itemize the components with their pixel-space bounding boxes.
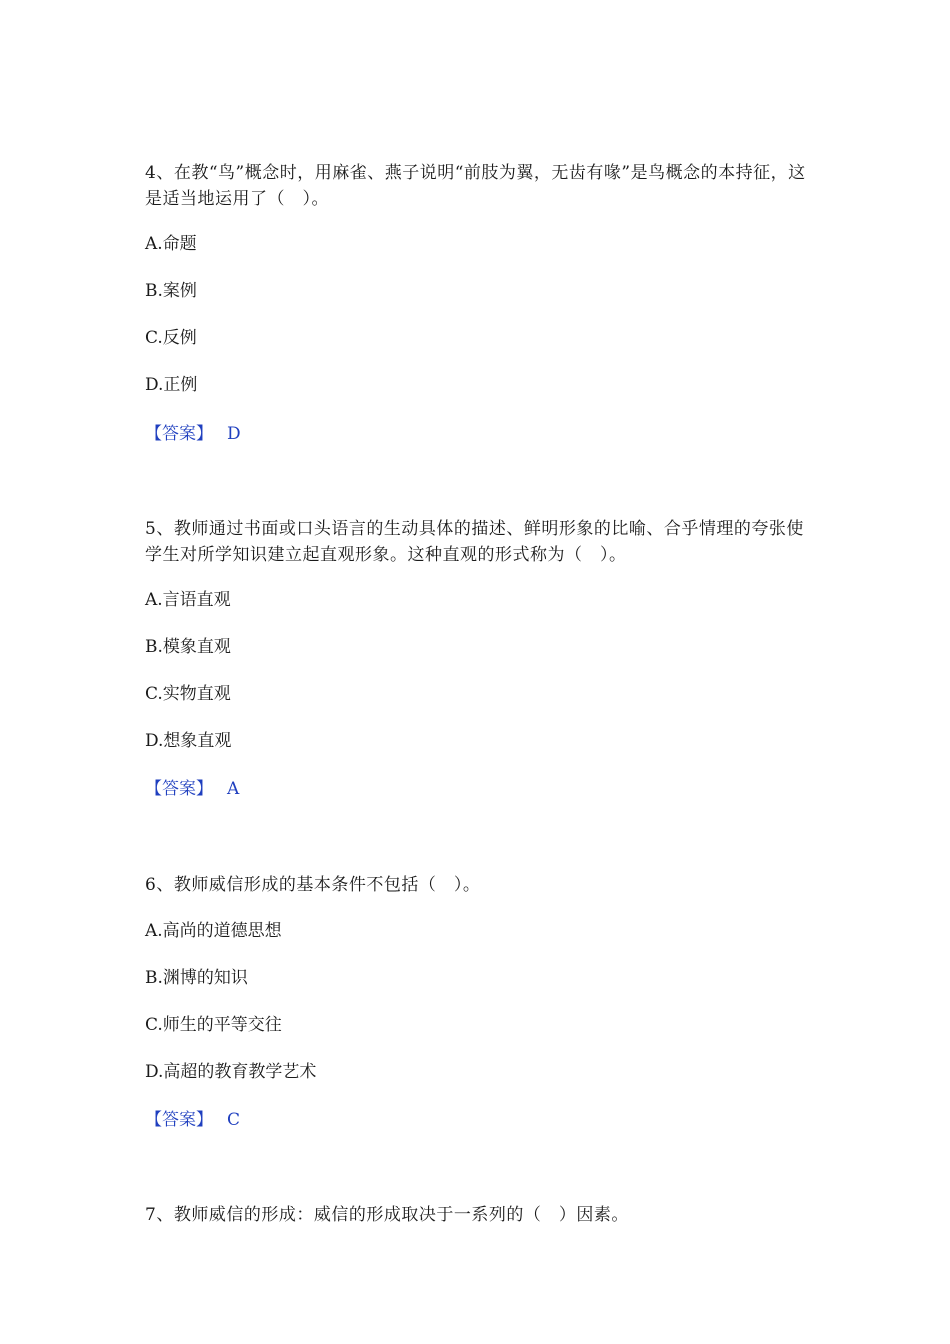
question-5 bbox=[145, 516, 815, 799]
option-b: B.模象直观 bbox=[145, 637, 231, 657]
option-a: A.高尚的道德思想 bbox=[145, 921, 282, 941]
question-6 bbox=[145, 872, 815, 1130]
answer-label: 【答案】 bbox=[145, 424, 213, 444]
answer-line bbox=[145, 1108, 240, 1132]
answer-line bbox=[145, 777, 239, 801]
option-d: D.正例 bbox=[145, 375, 198, 395]
answer-line bbox=[145, 422, 241, 446]
answer-label: 【答案】 bbox=[145, 1110, 213, 1130]
question-stem: 4、在教“鸟”概念时，用麻雀、燕子说明“前肢为翼，无齿有喙”是鸟概念的本持征，这是适当地运用了（ ）。 bbox=[145, 163, 806, 209]
question-stem: 7、教师威信的形成：威信的形成取决于一系列的（ ）因素。 bbox=[145, 1205, 629, 1225]
answer-value: C bbox=[227, 1110, 241, 1130]
option-b: B.案例 bbox=[145, 281, 197, 301]
option-a: A.命题 bbox=[145, 234, 197, 254]
question-4 bbox=[145, 160, 815, 444]
option-d: D.想象直观 bbox=[145, 731, 232, 751]
option-d: D.高超的教育教学艺术 bbox=[145, 1062, 317, 1082]
question-stem: 5、教师通过书面或口头语言的生动具体的描述、鲜明形象的比喻、合乎情理的夸张使学生对所学知识建立起直观形象。这种直观的形式称为（ ）。 bbox=[145, 519, 804, 565]
answer-value: D bbox=[227, 424, 241, 444]
answer-label: 【答案】 bbox=[145, 779, 213, 799]
option-b: B.渊博的知识 bbox=[145, 968, 248, 988]
option-c: C.实物直观 bbox=[145, 684, 231, 704]
option-c: C.师生的平等交往 bbox=[145, 1015, 282, 1035]
option-a: A.言语直观 bbox=[145, 590, 231, 610]
question-7 bbox=[145, 1202, 815, 1228]
answer-value: A bbox=[227, 779, 240, 799]
question-stem: 6、教师威信形成的基本条件不包括（ ）。 bbox=[145, 875, 481, 895]
option-c: C.反例 bbox=[145, 328, 197, 348]
